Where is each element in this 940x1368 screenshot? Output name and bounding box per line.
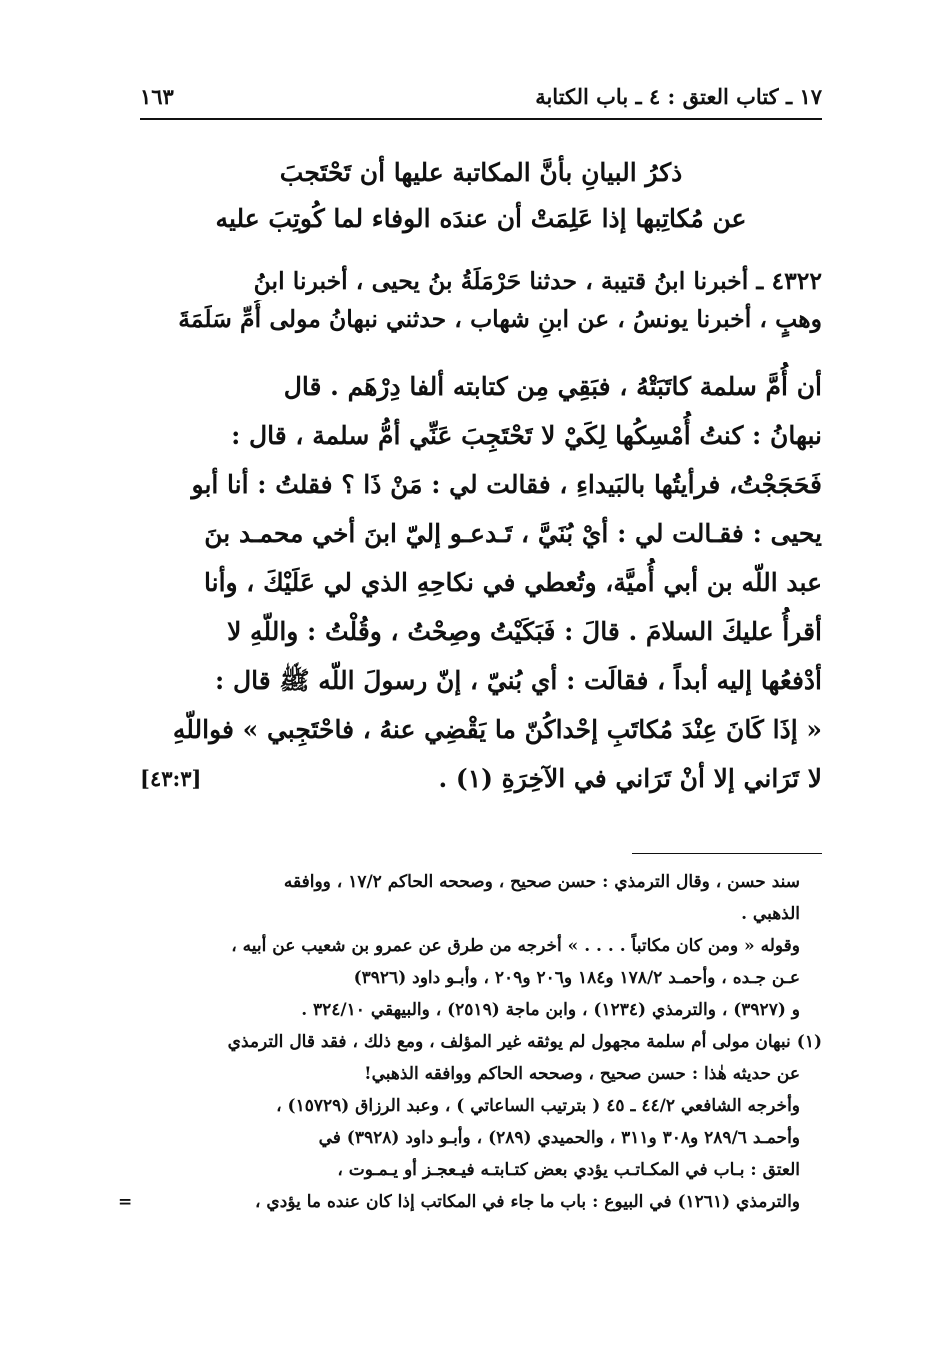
footnote-line: الذهبي . xyxy=(741,904,800,924)
footnote-marker: (١) xyxy=(796,1032,822,1052)
footnote-line: عـن جـده ، وأحمـد ١٧٨/٢ و١٨٤ و٢٠٦ و٢٠٩ ، وأبـو داود (٣٩٢٦) xyxy=(353,968,800,988)
header-rule xyxy=(140,118,822,120)
footnote-separator xyxy=(632,853,822,854)
footnote-line: سند حسن ، وقال الترمذي : حسن صحيح ، وصححه الحاكم ١٧/٢ ، ووافقه xyxy=(283,872,800,892)
chapter-title: ١٧ ـ كتاب العتق : ٤ ـ باب الكتابة xyxy=(535,84,822,109)
footnote-line: وأحمـد ٢٨٩/٦ و٣٠٨ و٣١١ ، والحميدي (٢٨٩) ، وأبـو داود (٣٩٢٨) في xyxy=(318,1128,800,1148)
footnotes xyxy=(118,866,822,1218)
footnote-line: والترمذي (١٢٦١) في البيوع : باب ما جاء في المكاتب إذا كان عنده ما يؤدي ، = xyxy=(118,1192,800,1212)
section-heading-line-2: عن مُكاتِبها إذا عَلِمَتْ أن عندَه الوفاء لما كُوتِبَ عليه xyxy=(215,204,747,233)
section-heading-line-1: ذكرُ البيانِ بأنَّ المكاتبة عليها أن تَحْتَجبَ xyxy=(279,158,683,187)
footnote-line: عن حديثه هٰذا : حسن صحيح ، وصححه الحاكم ووافقه الذهبي! xyxy=(364,1064,800,1084)
hadith-line: يحيى : فقـالت لي : أيْ بُنَيَّ ، تَـدعـو إليّ ابنَ أخي محمـد بنَ xyxy=(204,519,822,548)
running-header xyxy=(140,78,822,118)
footnote-line: العتق : بـاب في المكـاتـب يؤدي بعض كتـابتـه فيـعجـز أو يـمـوت ، xyxy=(337,1160,800,1180)
hadith-line: فَحَجَجْتُ، فرأيتُها بالبَيداءِ ، فقالت لي : مَنْ ذَا ؟ فقلتُ : أنا أبو xyxy=(191,470,822,499)
isnad-line: ٤٣٢٢ ـ أخبرنا ابنُ قتيبة ، حدثنا حَرْمَلَةُ بنُ يحيى ، أخبرنا ابنُ xyxy=(253,267,822,295)
hadith-line: أن أُمَّ سلمة كاتَبَتْهُ ، فبَقِي مِن كتابته ألفا دِرْهَم . قال xyxy=(283,372,822,401)
footnote-line: وأخرجه الشافعي ٤٤/٢ ـ ٤٥ ( بترتيب الساعاتي ) ، وعبد الرزاق (١٥٧٢٩) ، xyxy=(276,1096,800,1116)
hadith-line: أدْفعُها إليه أبداً ، فقالَت : أي بُنيّ ، إنّ رسولَ اللّه ﷺ قال : xyxy=(215,666,822,695)
footnote-line: وقوله « ومن كان مكاتباً . . . . » أخرجه من طرق عن عمرو بن شعيب عن أبيه ، xyxy=(231,936,800,956)
hadith-line: عبد اللّه بن أبي أُميَّة، وتُعطي في نكاحِهِ الذي لي عَلَيْكَ ، وأنا xyxy=(204,568,822,597)
footnote-text: والترمذي (١٢٦١) في البيوع : باب ما جاء في المكاتب إذا كان عنده ما يؤدي ، xyxy=(255,1192,800,1212)
hadith-line: أقرأُ عليكَ السلامَ . قالَ : فَبَكَيْتُ وصِحْتُ ، وقُلْتُ : واللّهِ لا xyxy=(227,617,822,646)
isnad-line: وهبٍ ، أخبرنا يونسُ ، عن ابنِ شهاب ، حدثني نبهانُ مولى أُمِّ سَلَمَةَ xyxy=(178,305,822,333)
footnote-text: نبهان مولى أم سلمة مجهول لم يوثقه غير المؤلف ، ومع ذلك ، فقد قال الترمذي xyxy=(227,1032,791,1052)
hadith-line: نبهانُ : كنتُ أُمْسِكُها لِكَيْ لا تَحْتَجِبَ عَنِّي أمُّ سلمة ، قال : xyxy=(231,421,822,450)
footnote-line xyxy=(140,1026,822,1058)
footnote-line: و (٣٩٢٧) ، والترمذي (١٢٣٤) ، وابن ماجة (٢٥١٩) ، والبيهقي ٣٢٤/١٠ . xyxy=(301,1000,800,1020)
hadith-text xyxy=(140,362,822,803)
hadith-line: لا تَرَاني إلا أنْ تَرَاني في الآخِرَةِ (١) . xyxy=(438,764,822,793)
isnad-paragraph xyxy=(140,262,822,338)
page-number: ١٦٣ xyxy=(140,84,174,109)
reference-tag: [٤٣:٣] xyxy=(140,766,202,791)
hadith-line: « إذَا كَانَ عِنْدَ مُكاتَبِ إحْداكُنّ ما يَقْضِي عنهُ ، فاحْتَجِبي » فواللّهِ xyxy=(172,715,822,744)
